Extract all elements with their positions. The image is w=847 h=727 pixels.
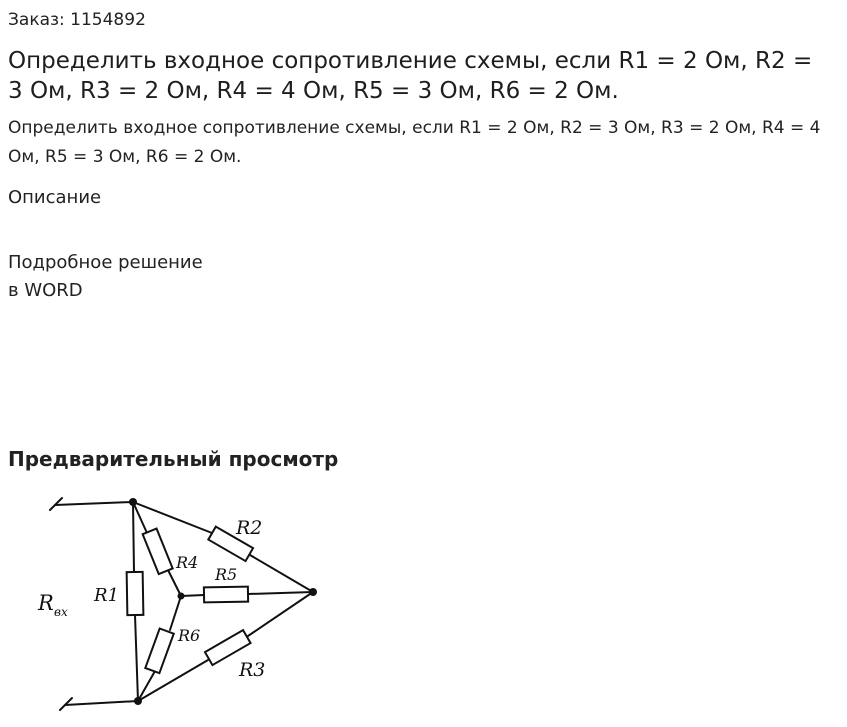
preview-heading: Предварительный просмотр: [8, 447, 339, 471]
label-r6: R6: [178, 626, 201, 645]
resistor-r4: [143, 529, 173, 574]
solution-note: [8, 249, 203, 305]
node-right: [309, 588, 317, 596]
node-top: [129, 498, 137, 506]
r3-wire-right: [248, 592, 313, 636]
resistor-r6: [145, 629, 173, 674]
input-wire-top: [55, 502, 132, 505]
label-rin-sub: вх: [54, 605, 68, 619]
task-description: Определить входное сопротивление схемы, если R1 = 2 Ом, R2 = 3 Ом, R3 = 2 Ом, R4 = 4 Ом, R5 = 3 Ом, R6 = 2 Ом.: [8, 118, 821, 167]
r5-wire-right: [248, 592, 313, 594]
label-rin: R: [38, 591, 54, 615]
input-wire-bottom: [65, 701, 138, 705]
solution-line-1: Подробное решение: [8, 252, 203, 273]
r6-wire-top: [170, 596, 181, 630]
node-bottom: [134, 697, 142, 705]
r1-wire-bottom: [135, 615, 138, 701]
node-center: [178, 593, 185, 600]
label-r4: R4: [176, 553, 199, 572]
label-r2: R2: [236, 517, 263, 539]
solution-line-2: в WORD: [8, 280, 83, 301]
r2-wire-right: [250, 555, 313, 592]
page-title: Определить входное сопротивление схемы, если R1 = 2 Ом, R2 = 3 Ом, R3 = 2 Ом, R4 = 4 Ом, R5 = 3 Ом, R6 = 2 Ом.: [8, 48, 813, 104]
label-r1: R1: [94, 585, 120, 606]
circuit-diagram: [0, 485, 340, 725]
r1-wire-top: [133, 502, 134, 572]
resistor-r5: [204, 587, 248, 603]
r4-wire-bottom: [168, 570, 181, 596]
order-number: Заказ: 1154892: [8, 10, 146, 30]
label-r3: R3: [239, 659, 266, 681]
resistor-r1: [127, 572, 144, 615]
description-label: Описание: [8, 187, 102, 208]
label-r5: R5: [215, 565, 238, 584]
